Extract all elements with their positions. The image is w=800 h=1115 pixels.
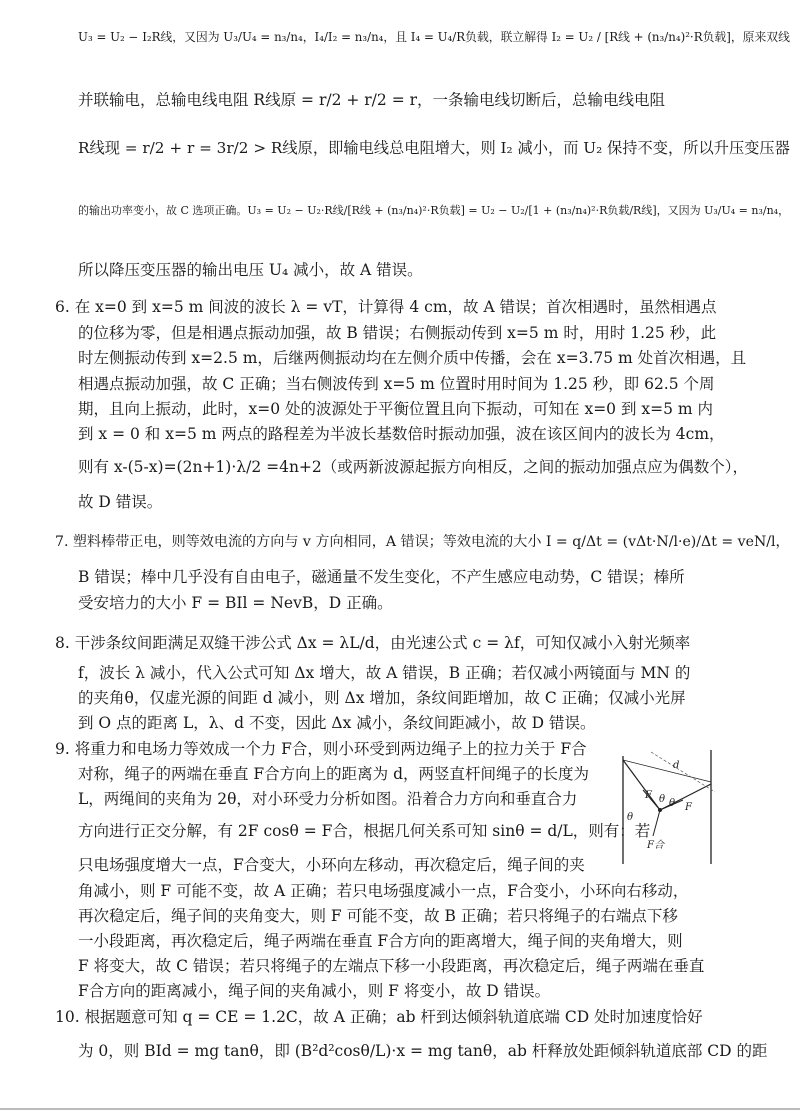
- text-line: 到 x = 0 和 x=5 m 两点的路程差为半波长基数倍时振动加强，波在该区间内的波长为 4cm，: [78, 425, 725, 443]
- label-resultant: F合: [647, 840, 664, 851]
- text-line: 到 O 点的距离 L，λ、d 不变，因此 Δx 减小，条纹间距减小，故 D 错误。: [78, 714, 596, 732]
- force-diagram: [615, 738, 787, 866]
- text-line: 并联输电，总输电线电阻 R线原 = r/2 + r/2 = r，一条输电线切断后，总输电线电阻: [78, 91, 666, 109]
- label-theta-1: θ: [659, 794, 666, 805]
- text-line: 的输出功率变小，故 C 选项正确。U₃ = U₂ − U₂·R线/[R线 + (n₃/n₄)²·R负载] = U₂ − U₂/[1 + (n₃/n₄)²·R负载/R线]，又因为 U₃/U₄ = n₃/n₄，: [78, 204, 790, 217]
- text-line: R线现 = r/2 + r = 3r/2 > R线原，即输电线总电阻增大，则 I₂ 减小，而 U₂ 保持不变，所以升压变压器: [78, 139, 790, 157]
- text-line: 故 D 错误。: [78, 493, 163, 511]
- label-theta-2: θ: [669, 798, 676, 809]
- label-f1: F: [645, 790, 652, 801]
- text-line: f，波长 λ 减小，代入公式可知 Δx 增大，故 A 错误，B 正确；若仅减小两镜面与 MN 的: [78, 664, 691, 682]
- text-line: B 错误；棒中几乎没有自由电子，磁通量不发生变化，不产生感应电动势，C 错误；棒所: [78, 568, 685, 586]
- text-line: 所以降压变压器的输出电压 U₄ 减小，故 A 错误。: [78, 261, 423, 279]
- text-line: F合方向的距离减小，绳子间的夹角减小，则 F 将变小，故 D 错误。: [78, 982, 551, 1000]
- text-line: 方向进行正交分解，有 2F cosθ = F合，根据几何关系可知 sinθ = d/L，则有：若: [78, 822, 651, 840]
- text-line: 再次稳定后，绳子间的夹角变大，则 F 可能不变，故 B 正确；若只将绳子的右端点下移: [78, 907, 678, 925]
- text-line: 对称，绳子的两端在垂直 F合方向上的距离为 d，两竖直杆间绳子的长度为: [78, 765, 590, 783]
- text-line: 为 0，则 BId = mg tanθ，即 (B²d²cosθ/L)·x = mg tanθ，ab 杆释放处距倾斜轨道底部 CD 的距: [78, 1042, 768, 1060]
- text-line: 相遇点振动加强，故 C 正确；当右侧波传到 x=5 m 位置时用时间为 1.25 秒，即 62.5 个周: [78, 375, 715, 393]
- label-f2: F: [685, 802, 692, 813]
- label-theta-3: θ: [627, 812, 634, 823]
- label-d: d: [673, 760, 680, 771]
- text-line: 10. 根据题意可知 q = CE = 1.2C，故 A 正确；ab 杆到达倾斜轨道底端 CD 处时加速度恰好: [55, 1008, 703, 1026]
- text-line: U₃ = U₂ − I₂R线，又因为 U₃/U₄ = n₃/n₄，I₄/I₂ = n₃/n₄，且 I₄ = U₄/R负载，联立解得 I₂ = U₂ / [R线 + (n₃/n₄)²·R负载]，原来双线: [78, 30, 790, 44]
- text-line: F 将变大，故 C 错误；若只将绳子的左端点下移一小段距离，再次稳定后，绳子两端在垂直: [78, 957, 705, 975]
- text-line: 6. 在 x=0 到 x=5 m 间波的波长 λ = vT，计算得 4 cm，故 A 错误；首次相遇时，虽然相遇点: [55, 298, 717, 316]
- ring-point: [658, 808, 662, 812]
- text-line: L，两绳间的夹角为 2θ，对小环受力分析如图。沿着合力方向和垂直合力: [78, 790, 578, 808]
- text-line: 8. 干涉条纹间距满足双缝干涉公式 Δx = λL/d，由光速公式 c = λf，可知仅减小入射光频率: [55, 634, 691, 652]
- text-line: 9. 将重力和电场力等效成一个力 F合，则小环受到两边绳子上的拉力关于 F合: [55, 740, 587, 758]
- text-line: 受安培力的大小 F = BIl = NevB，D 正确。: [78, 594, 393, 612]
- text-line: 角减小，则 F 可能不变，故 A 正确；若只电场强度减小一点，F合变小，小环向右移动，: [78, 882, 689, 900]
- text-line: 则有 x-(5-x)=(2n+1)·λ/2 =4n+2（或两新波源起振方向相反，之间的振动加强点应为偶数个），: [78, 458, 749, 476]
- page-edge: [0, 1108, 800, 1110]
- force-diagram-figure: [615, 738, 787, 866]
- text-line: 的夹角θ，仅虚光源的间距 d 减小，则 Δx 增加，条纹间距增加，故 C 正确；仅减小光屏: [78, 689, 686, 707]
- text-line: 的位移为零，但是相遇点振动加强，故 B 错误；右侧振动传到 x=5 m 时，用时 1.25 秒，此: [78, 324, 717, 342]
- text-line: 7. 塑料棒带正电，则等效电流的方向与 v 方向相同，A 错误；等效电流的大小 I = q/Δt = (vΔt·N/l·e)/Δt = veN/l，: [55, 534, 790, 550]
- text-line: 只电场强度增大一点，F合变大，小环向左移动，再次稳定后，绳子间的夹: [78, 856, 585, 874]
- text-line: 时左侧振动传到 x=2.5 m，后继两侧振动均在左侧介质中传播，会在 x=3.75 m 处首次相遇，且: [78, 349, 747, 367]
- guide-line: [651, 752, 715, 792]
- text-line: 期，且向上振动，此时，x=0 处的波源处于平衡位置且向下振动，可知在 x=0 到 x=5 m 内: [78, 400, 714, 418]
- text-line: 一小段距离，再次稳定后，绳子两端在垂直 F合方向的距离增大，绳子间的夹角增大，则: [78, 932, 683, 950]
- force-resultant: [653, 810, 660, 836]
